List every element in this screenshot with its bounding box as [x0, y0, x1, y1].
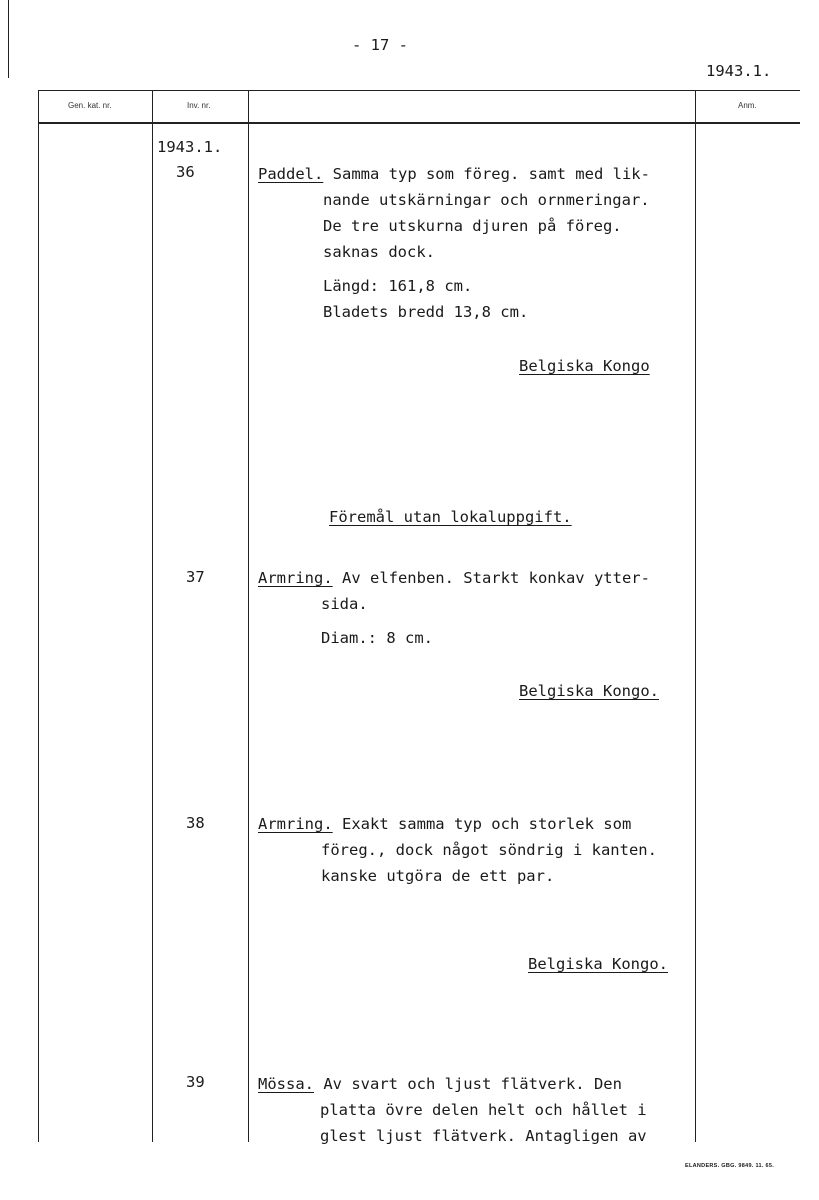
entry-36-line-1: nande utskärningar och ornmeringar. — [323, 191, 650, 209]
entry-39-text — [258, 1071, 622, 1097]
entry-38-text — [258, 811, 631, 837]
column-rule-anm — [695, 90, 696, 1142]
entry-36-text — [258, 161, 650, 187]
column-rule-inv — [152, 90, 153, 1142]
entry-37-text — [258, 565, 650, 591]
collection-number: 1943.1. — [157, 138, 223, 156]
entry-39-line-1: platta övre delen helt och hållet i — [320, 1101, 647, 1119]
entry-38-title: Armring. — [258, 815, 333, 833]
entry-37-title: Armring. — [258, 569, 333, 587]
entry-36-measure-2: Bladets bredd 13,8 cm. — [323, 303, 529, 321]
entry-38-line-1: föreg., dock något söndrig i kanten. — [321, 841, 657, 859]
entry-36-line-3: saknas dock. — [323, 243, 435, 261]
column-rule-desc — [248, 90, 249, 1142]
entry-37-origin: Belgiska Kongo. — [519, 682, 659, 700]
entry-39-number: 39 — [186, 1073, 205, 1091]
entry-39-line-2: glest ljust flätverk. Antagligen av — [320, 1127, 647, 1145]
entry-36-measure-1: Längd: 161,8 cm. — [323, 277, 473, 295]
entry-38-first-line: Exakt samma typ och storlek som — [332, 815, 632, 833]
entry-39-first-line: Av svart och ljust flätverk. Den — [314, 1075, 622, 1093]
entry-36-first-line: Samma typ som föreg. samt med lik- — [323, 165, 650, 183]
date-top-right: 1943.1. — [706, 62, 772, 80]
entry-38-number: 38 — [186, 814, 205, 832]
entry-38-origin: Belgiska Kongo. — [528, 955, 668, 973]
header-anm: Anm. — [738, 101, 757, 110]
entry-39-title: Mössa. — [258, 1075, 314, 1093]
entry-37-number: 37 — [186, 568, 205, 586]
entry-37-measure-1: Diam.: 8 cm. — [321, 629, 433, 647]
header-gen-kat-nr: Gen. kat. nr. — [68, 101, 112, 110]
margin-line-left — [8, 0, 9, 78]
page-number: - 17 - — [352, 36, 408, 54]
entry-36-number: 36 — [176, 163, 195, 181]
entry-36-line-2: De tre utskurna djuren på föreg. — [323, 217, 622, 235]
entry-36-title: Paddel. — [258, 165, 324, 183]
entry-37-line-1: sida. — [321, 595, 368, 613]
section-heading: Föremål utan lokaluppgift. — [329, 508, 572, 526]
entry-36-origin: Belgiska Kongo — [519, 357, 650, 375]
printer-footer: ELANDERS. GBG. 9849. 11. 65. — [685, 1163, 775, 1169]
entry-38-line-2: kanske utgöra de ett par. — [321, 867, 555, 885]
column-rule-left — [38, 90, 39, 1142]
header-inv-nr: Inv. nr. — [187, 101, 211, 110]
entry-37-first-line: Av elfenben. Starkt konkav ytter- — [332, 569, 650, 587]
